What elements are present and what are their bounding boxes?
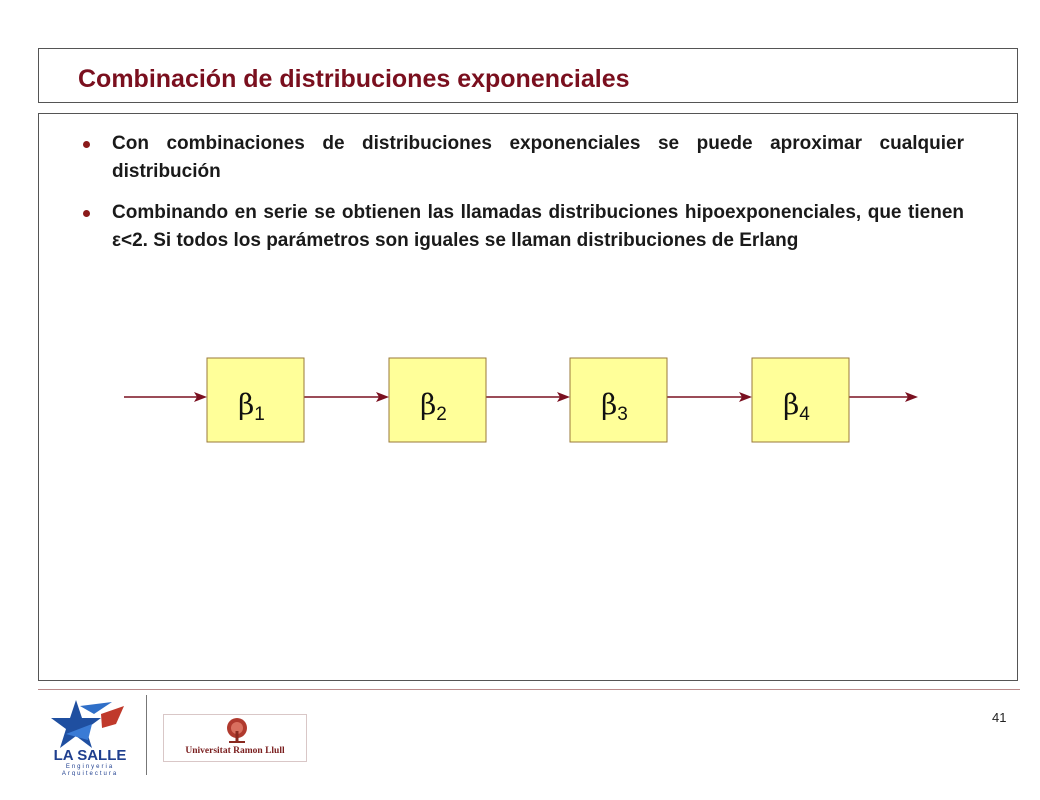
stage-label: $\beta_3$ [601,388,628,425]
stage-label: $\beta_1$ [238,388,265,425]
stage-box [752,358,849,442]
bullet-text: Combinando en serie se obtienen las llamadas distribuciones hipoexponenciales, que tienen ε<2. Si todos los parámetros son iguales se llaman distribuciones de Erlang [112,202,964,251]
stage-box [389,358,486,442]
svg-text:Enginyeria: Enginyeria [65,764,115,770]
stage-label: $\beta_2$ [420,388,447,425]
svg-text:LA SALLE: LA SALLE [53,747,127,764]
logo-divider [146,695,147,775]
stage-3 [570,358,667,442]
stage-box [207,358,304,442]
footer-divider [38,689,1020,690]
page-number: 41 [992,710,1007,725]
url-logo [163,714,307,762]
url-logo-text: Universitat Ramon Llull [185,746,285,756]
stage-2 [389,358,486,442]
bullet-text: Con combinaciones de distribuciones exponenciales se puede aproximar cualquier distribución [112,133,964,182]
tree-seal-icon [222,717,252,745]
stage-box [570,358,667,442]
slide-title: Combinación de distribuciones exponenciales [78,65,630,93]
la-salle-logo [46,694,134,776]
stage-1 [207,358,304,442]
svg-text:Arquitectura: Arquitectura [61,771,119,776]
stage-4 [752,358,849,442]
stage-label: $\beta_4$ [783,388,810,425]
